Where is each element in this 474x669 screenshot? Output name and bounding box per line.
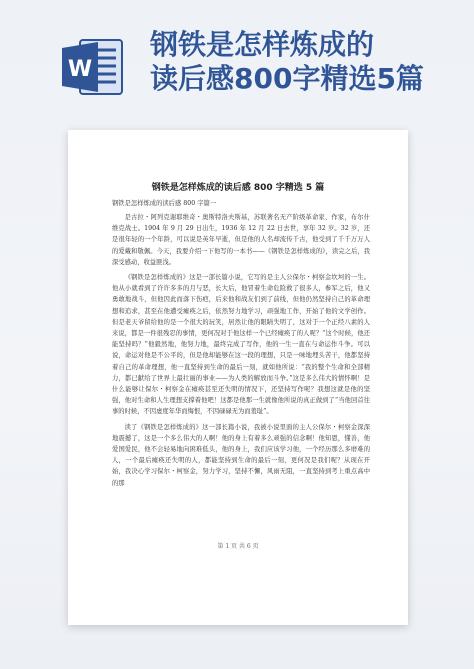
page-footer: 第 1 页 共 6 页 (217, 543, 259, 550)
paragraph-1: 是古拉・阿列克谢耶维奇・奥斯特洛夫斯基，苏联著名无产阶级革命家、作家，布尔什维克战士。1904 年 9 月 29 日出生，1936 年 12 月 22 日去世，享年 32 岁。32 岁，还是很年轻的一个年龄，可以说是英年早逝，但是他的人名却流传千古，他受到了千千万万人的爱戴和敬佩。今天，我要介绍一下他写的一本书——《钢铁是怎样炼成的》，读完之后，我深受感动，收益匪浅。 (112, 214, 370, 266)
banner-title-line1: 钢铁是怎样炼成的 (150, 28, 375, 61)
document-page (68, 130, 408, 625)
paragraph-2: 《钢铁是怎样炼成的》这是一部长篇小说，它写的是主人公保尔・柯察金坎坷的一生。他从小就看到了许许多多的月与恶，长大后，他冒着生命危险救了很多人，参军之后，他又勇敢地战斗，但他因此而落下伤疤，后来他和战友们到了前线，但他仍然坚持自己的革命理想和追求，甚至在他遭受瘫痪之后，依然努力地学习，顽强地工作，开始了他的文学创作。但是老天爷留给他的是一个很大的玩笑，居然让他的眼睛失明了，这对于一个正经八素的人来说，都是一件很残忍的事情，更何况对于他这样一个已经瘫痪了的人呢？“这个时候，他还能坚持吗？”他毅然地，他努力地，最终完成了写作，他的一生一直在与命运作斗争。可以说，命运对他是不公平的，但是他却能够在这一段的理想，只是一味地埋头苦干，他都坚持着自己的革命理想，他一直坚持到生命的最后一刻，就如他所说：“我的整个生命和全部精力，都已献给了世界上最壮丽的事业——为人类的解放而斗争。”这是多么伟大的情怀啊！是什么能够让保尔・柯察金在瘫痪甚至还失明的情况下，还坚持写作呢？我想这就是他的坚强，他对生命和人生理想支撑着他吧！这都是他那一生就像他所说的真正做到了“当他回首往事的时候，不因虚度年华而悔恨，不因碌碌无为而羞耻”。 (112, 274, 370, 416)
document-title: 钢铁是怎样炼成的读后感 800 字精选 5 篇 (151, 183, 325, 193)
banner-title (150, 28, 470, 96)
banner (0, 0, 474, 110)
banner-title-line2: 读后感800字精选5篇 (150, 62, 424, 95)
document-subtitle: 钢铁是怎样炼成的读后感 800 字篇一 (112, 200, 217, 207)
word-icon (62, 36, 124, 98)
paragraph-3: 读了《钢铁是怎样炼成的》这一部长篇小说，我被小说里面的主人公保尔・柯察金深深地震撼了，这是一个多么伟大的人啊！他的身上有着多么顽强的信念啊！他知恩，懂善，他爱国爱民，他不会轻易地向困难低头，他的身上，我们应该学习他，一个经历那么多磨难的人，一个最后瘫痪还失明的人，都能坚持到生命的最后一刻，更何况是我们呢？从现在开始，我决心学习保尔・柯察金，努力学习，坚持不懈，风雨无阻，一直坚持到考上重点高中的那 (112, 423, 370, 487)
document-body (112, 212, 370, 493)
word-icon-letter: W (67, 57, 93, 82)
